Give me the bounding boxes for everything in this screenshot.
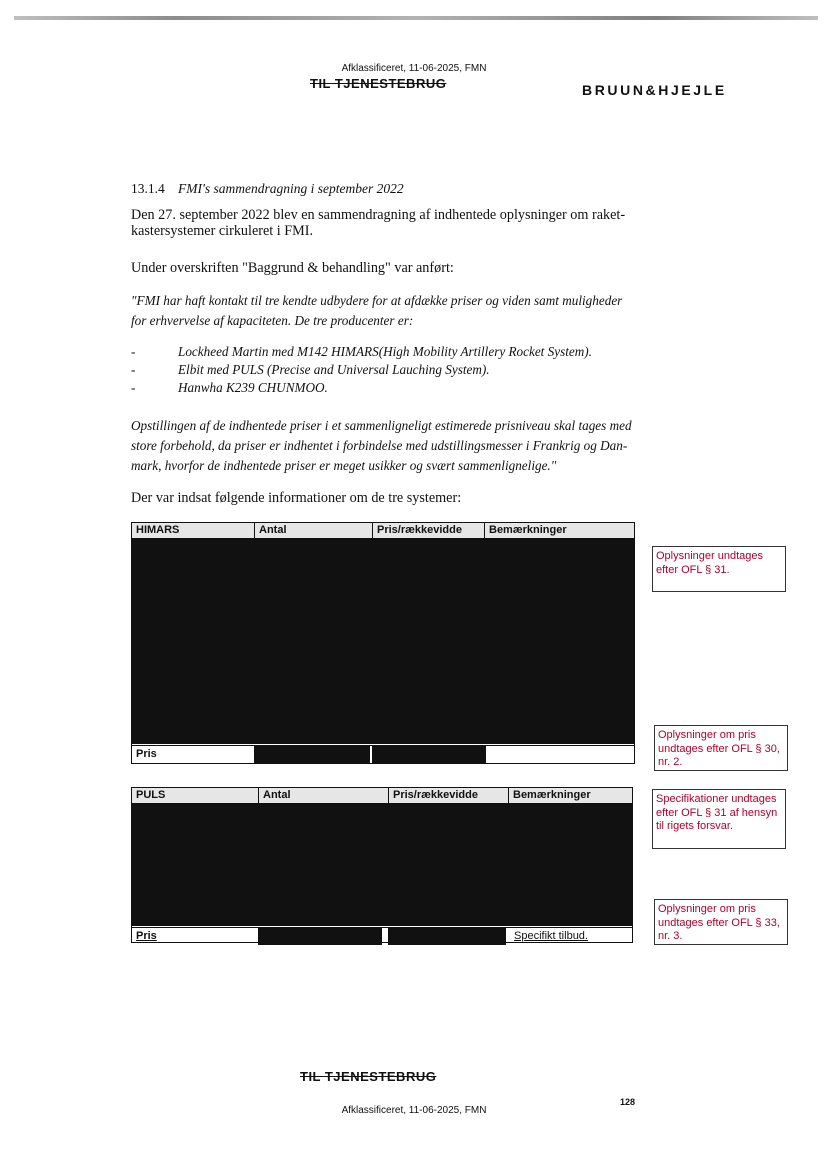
redaction-note-text: Oplysninger undtages efter OFL § 31. bbox=[656, 550, 764, 576]
paragraph-2: Under overskriften "Baggrund & behandling" var anført: bbox=[131, 260, 454, 276]
redaction-note-text: Specifikationer undtages efter OFL § 31 af hensyn til rigets forsvar. bbox=[656, 793, 778, 832]
list-item: Lockheed Martin med M142 HIMARS(High Mobility Artillery Rocket System). bbox=[178, 344, 592, 359]
redaction-block bbox=[254, 746, 370, 764]
price-remark: Specifikt tilbud. bbox=[514, 930, 588, 942]
quote-1-line-1: "FMI har haft kontakt til tre kendte udbydere for at afdække priser og viden samt muligheder bbox=[131, 293, 623, 308]
paragraph-3: Der var indsat følgende informationer om de tre systemer: bbox=[131, 490, 462, 506]
puls-table bbox=[131, 787, 633, 943]
column-header: HIMARS bbox=[136, 524, 180, 536]
column-header: Bemærkninger bbox=[484, 523, 634, 538]
redaction-block bbox=[258, 928, 382, 945]
price-label: Pris bbox=[136, 930, 157, 942]
redaction-block bbox=[388, 928, 506, 945]
price-row bbox=[132, 745, 634, 762]
column-header: Antal bbox=[254, 523, 372, 538]
section-title: FMI's sammendragning i september 2022 bbox=[178, 181, 404, 196]
redaction-block bbox=[132, 539, 634, 744]
column-header: Antal bbox=[258, 788, 388, 803]
list-item: Elbit med PULS (Precise and Universal Lauching System). bbox=[178, 362, 490, 377]
bullet-marker: - bbox=[131, 380, 136, 395]
header-declassification: Afklassificeret, 11-06-2025, FMN bbox=[341, 63, 487, 74]
himars-table bbox=[131, 522, 635, 764]
column-header: PULS bbox=[136, 789, 166, 801]
redaction-block bbox=[132, 804, 632, 926]
redaction-note bbox=[654, 725, 788, 771]
quote-2-line-2: store forbehold, da priser er indhentet i forbindelse med udstillingsmesser i Frankrig og Dan- bbox=[131, 438, 628, 453]
table-header-row bbox=[132, 523, 634, 539]
redaction-note-text: Oplysninger om pris undtages efter OFL § 30, nr. 2. bbox=[658, 729, 780, 768]
table-header-row bbox=[132, 788, 632, 804]
redaction-note bbox=[652, 546, 786, 592]
quote-2-line-1: Opstillingen af de indhentede priser i et sammenligneligt estimerede prisniveau skal tages med bbox=[131, 418, 632, 433]
column-header: Bemærkninger bbox=[508, 788, 632, 803]
column-header: Pris/rækkevidde bbox=[388, 788, 508, 803]
list-item: Hanwha K239 CHUNMOO. bbox=[178, 380, 328, 395]
paragraph-1-line-2: kastersystemer cirkuleret i FMI. bbox=[131, 223, 314, 239]
redaction-block bbox=[372, 746, 486, 764]
quote-2-line-3: mark, hvorfor de indhentede priser er meget usikker og svært sammenlignelige." bbox=[131, 458, 557, 473]
company-logo: BRUUN&HJEJLE bbox=[582, 82, 727, 98]
footer-classification: TIL TJENESTEBRUG bbox=[300, 1069, 437, 1084]
header-classification: TIL TJENESTEBRUG bbox=[310, 76, 447, 91]
section-number: 13.1.4 bbox=[131, 181, 165, 196]
redaction-note bbox=[652, 789, 786, 849]
bullet-marker: - bbox=[131, 344, 136, 359]
redaction-note-text: Oplysninger om pris undtages efter OFL § 33, nr. 3. bbox=[658, 903, 780, 942]
quote-1-line-2: for erhvervelse af kapaciteten. De tre producenter er: bbox=[131, 313, 414, 328]
bullet-marker: - bbox=[131, 362, 136, 377]
price-label: Pris bbox=[136, 748, 157, 760]
column-header: Pris/rækkevidde bbox=[372, 523, 484, 538]
paragraph-1-line-1: Den 27. september 2022 blev en sammendragning af indhentede oplysninger om raket- bbox=[131, 207, 626, 223]
footer-declassification: Afklassificeret, 11-06-2025, FMN bbox=[341, 1105, 487, 1116]
page-number: 128 bbox=[620, 1097, 636, 1107]
redaction-note bbox=[654, 899, 788, 945]
scan-edge-line bbox=[14, 16, 818, 20]
price-row bbox=[132, 927, 632, 944]
